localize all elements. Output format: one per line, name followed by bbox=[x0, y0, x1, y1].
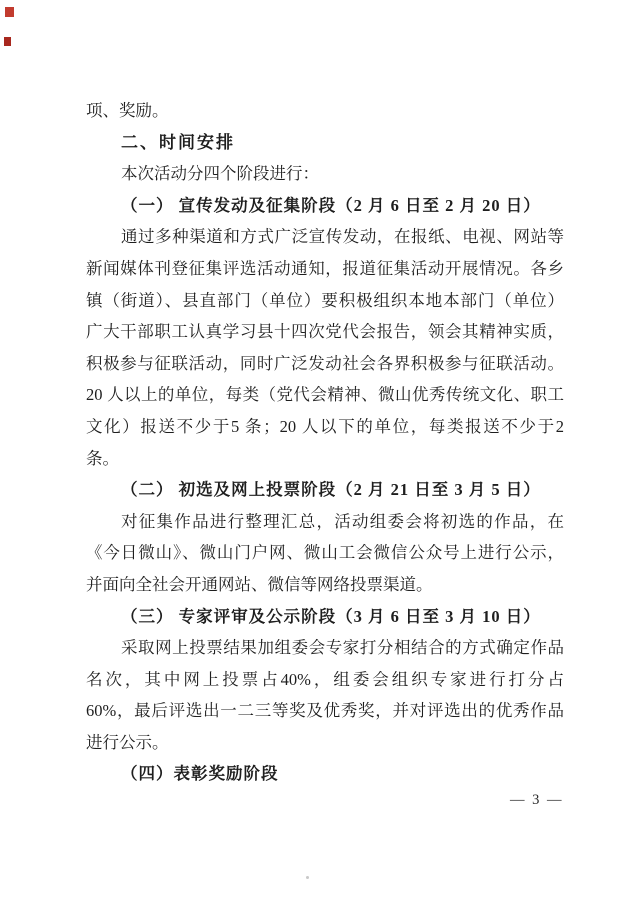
red-ink-mark-bottom bbox=[4, 37, 11, 46]
text-line: 采取网上投票结果加组委会专家打分相结合的方式确定作品 bbox=[121, 638, 564, 658]
text-line: （四）表彰奖励阶段 bbox=[121, 764, 279, 784]
text-line: 20 人以上的单位，每类（党代会精神、微山优秀传统文化、职工 bbox=[86, 385, 564, 405]
text-line: 二、时间安排 bbox=[121, 132, 235, 152]
text-line: 项、奖励。 bbox=[86, 101, 169, 120]
text-line: 进行公示。 bbox=[86, 732, 169, 752]
text-line: （二） 初选及网上投票阶段（2 月 21 日至 3 月 5 日） bbox=[121, 480, 541, 500]
text-line: 对征集作品进行整理汇总，活动组委会将初选的作品，在 bbox=[121, 511, 564, 531]
text-line: 文化）报送不少于5 条；20 人以下的单位，每类报送不少于2 bbox=[86, 416, 564, 436]
page-number: — 3 — bbox=[510, 792, 564, 808]
text-line: （一） 宣传发动及征集阶段（2 月 6 日至 2 月 20 日） bbox=[121, 195, 541, 215]
text-line: 镇（街道）、县直部门（单位）要积极组织本地本部门（单位） bbox=[86, 290, 564, 310]
text-line: （三） 专家评审及公示阶段（3 月 6 日至 3 月 10 日） bbox=[121, 606, 541, 626]
text-line: 60%，最后评选出一二三等奖及优秀奖，并对评选出的优秀作品 bbox=[86, 701, 564, 721]
text-line: 通过多种渠道和方式广泛宣传发动，在报纸、电视、网站等 bbox=[121, 227, 564, 247]
red-ink-mark-top bbox=[5, 7, 14, 17]
text-line: 新闻媒体刊登征集评选活动通知，报道征集活动开展情况。各乡 bbox=[86, 258, 564, 278]
text-line: 条。 bbox=[86, 448, 119, 468]
scan-speck bbox=[306, 876, 309, 879]
text-line: 《今日微山》、微山门户网、微山工会微信公众号上进行公示， bbox=[86, 543, 564, 563]
text-line: 积极参与征联活动，同时广泛发动社会各界积极参与征联活动。 bbox=[86, 353, 564, 373]
text-line: 广大干部职工认真学习县十四次党代会报告，领会其精神实质， bbox=[86, 322, 564, 342]
document-body bbox=[86, 95, 564, 790]
text-line: 名次，其中网上投票占40%，组委会组织专家进行打分占 bbox=[86, 669, 564, 689]
text-line: 本次活动分四个阶段进行： bbox=[121, 164, 319, 184]
text-line: 并面向全社会开通网站、微信等网络投票渠道。 bbox=[86, 574, 433, 594]
